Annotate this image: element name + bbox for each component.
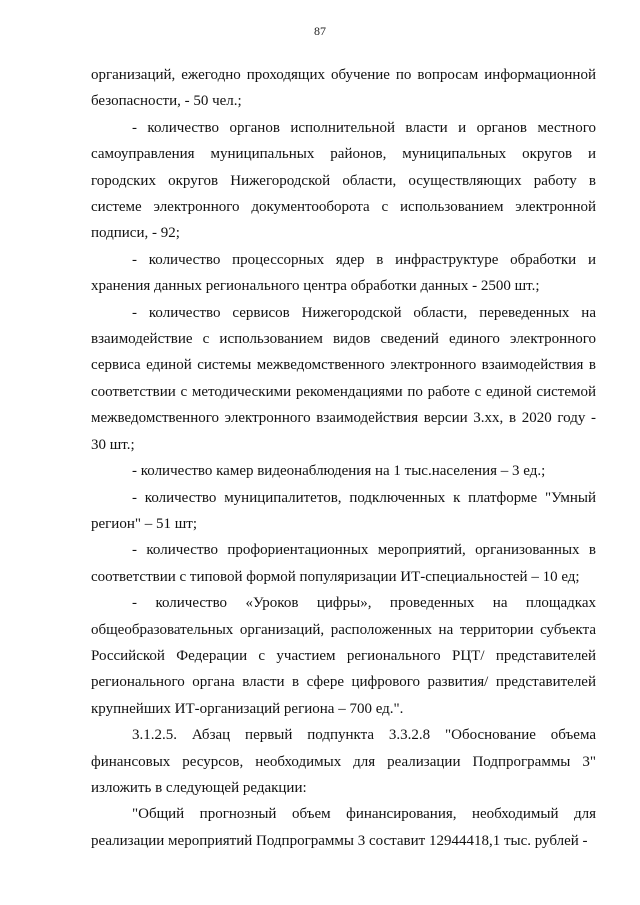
paragraph: организаций, ежегодно проходящих обучение по вопросам информационной безопасности, - 50 чел.; [91, 67, 596, 110]
paragraph: 3.1.2.5. Абзац первый подпункта 3.3.2.8 "Обоснование объема финансовых ресурсов, необходимых для реализации Подпрограммы 3" изложить в следующей редакции: [91, 727, 596, 796]
page-number: 87 [314, 24, 326, 38]
document-body [91, 62, 596, 854]
paragraph: - количество процессорных ядер в инфраструктуре обработки и хранения данных регионального центра обработки данных - 2500 шт.; [91, 251, 596, 295]
paragraph: - количество «Уроков цифры», проведенных на площадках общеобразовательных организаций, расположенных на территории субъекта Российской Федерации с участием регионального РЦТ/ представителей регионального органа власти в сфере цифрового развития/ представителей крупнейших ИТ-организаций региона – 700 ед.". [91, 595, 596, 717]
paragraph: - количество муниципалитетов, подключенных к платформе "Умный регион" – 51 шт; [91, 489, 596, 532]
paragraph: - количество профориентационных мероприятий, организованных в соответствии с типовой формой популяризации ИТ-специальностей – 10 ед; [91, 542, 596, 585]
paragraph: - количество органов исполнительной власти и органов местного самоуправления муниципальных районов, муниципальных округов и городских округов Нижегородской области, осуществляющих работу в системе электронного документооборота с использованием электронной подписи, - 92; [91, 119, 596, 242]
paragraph: "Общий прогнозный объем финансирования, необходимый для реализации мероприятий Подпрограммы 3 составит 12944418,1 тыс. рублей - [91, 806, 596, 849]
paragraph: - количество камер видеонаблюдения на 1 тыс.населения – 3 ед.; [132, 463, 546, 480]
paragraph: - количество сервисов Нижегородской области, переведенных на взаимодействие с использованием видов сведений единого электронного сервиса единой системы межведомственного электронного взаимодействия в соответствии с методическими рекомендациями по работе с единой системой межведомственного электронного взаимодействия версии 3.хх, в 2020 году - 30 шт.; [91, 304, 596, 453]
